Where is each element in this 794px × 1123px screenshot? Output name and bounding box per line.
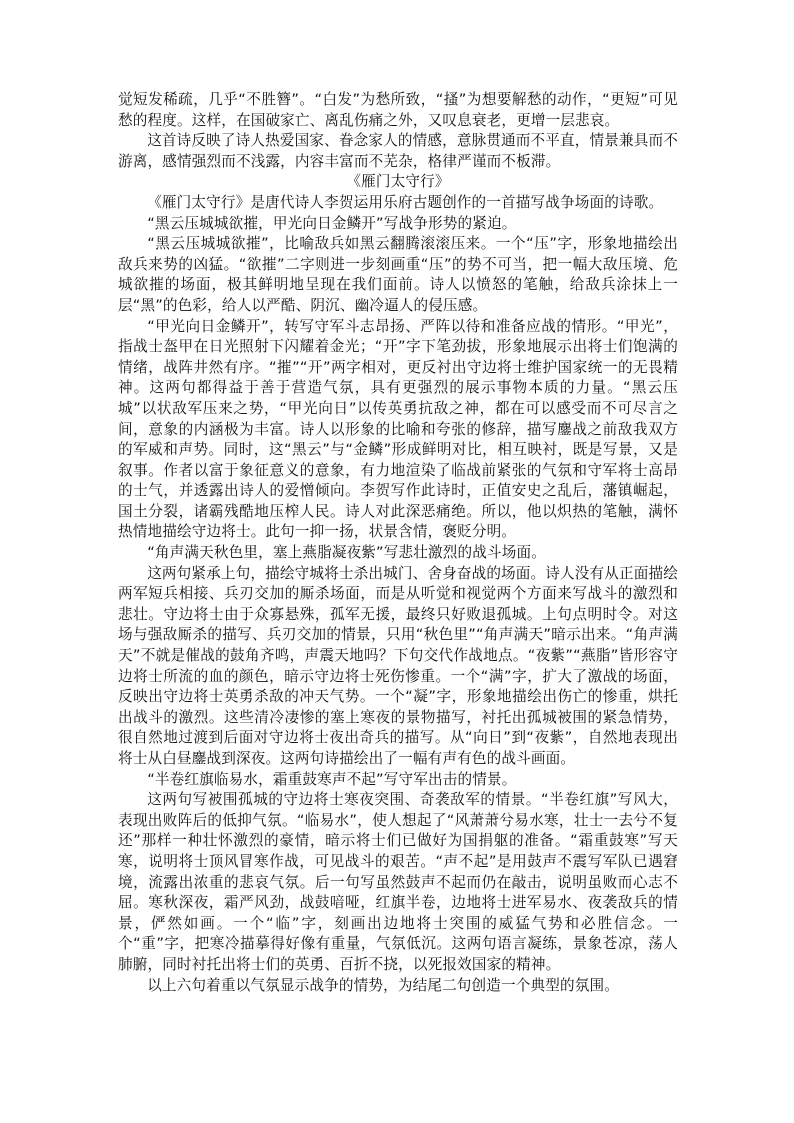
paragraph-3: 《雁门太守行》是唐代诗人李贺运用乐府古题创作的一首描写战争场面的诗歌。 [147,193,664,211]
paragraph-9: “半卷红旗临易水，霜重鼓寒声不起”写守军出击的情景。 [147,770,517,788]
paragraph-1: 觉短发稀疏，几乎“不胜簪”。“白发”为愁所致，“搔”为想要解愁的动作，“更短”可见愁的程度。这样，在国破家亡、离乱伤痛之外，又叹息衰老，更增一层悲哀。 [118,91,678,129]
paragraph-6: “甲光向日金鳞开”，转写守军斗志昂扬、严阵以待和准备应战的情形。“甲光”，指战士盔甲在日光照射下闪耀着金光；“开”字下笔劲拔，形象地展示出将士们饱满的情绪，战阵井然有序。“摧”“开”两字相对，更反衬出守边将士维护国家统一的无畏精神。这两句都得益于善于营造气氛，具有更强烈的展示事物本质的力量。“黑云压城”以状敌军压来之势，“甲光向日”以传英勇抗敌之神，都在可以感受而不可尽言之间，意象的内涵极为丰富。诗人以形象的比喻和夸张的修辞，描写鏖战之前敌我双方的军威和声势。同时，这“黑云”与“金鳞”形成鲜明对比，相互映衬，既是写景，又是叙事。作者以富于象征意义的意象，有力地渲染了临战前紧张的气氛和守军将士高昂的士气，并透露出诗人的爱憎倾向。李贺写作此诗时，正值安史之乱后，藩镇崛起，国土分裂，诸霸残酷地压榨人民。诗人对此深恶痛绝。所以，他以炽热的笔触，满怀热情地描绘守边将士。此句一抑一扬，状景含情，褒贬分明。 [118,317,678,541]
section-title: 《雁门太守行》 [346,173,450,191]
paragraph-8: 这两句紧承上句，描绘守城将士杀出城门、舍身奋战的场面。诗人没有从正面描绘两军短兵相接、兵刃交加的厮杀场面，而是从听觉和视觉两个方面来写战斗的激烈和悲壮。守边将士由于众寡悬殊，孤军无援，最终只好败退孤城。上句点明时令。对这场与强敌厮杀的描写、兵刃交加的情景，只用“秋色里”“角声满天”暗示出来。“角声满天”不就是催战的鼓角齐鸣，声震天地吗？下句交代作战地点。“夜紫”“燕脂”皆形容守边将士所流的血的颜色，暗示守边将士死伤惨重。一个“满”字，扩大了激战的场面，反映出守边将士英勇杀敌的冲天气势。一个“凝”字，形象地描绘出伤亡的惨重，烘托出战斗的激烈。这些清冷凄惨的塞上寒夜的景物描写，衬托出孤城被围的紧急情势，很自然地过渡到后面对守边将士夜出奇兵的描写。从“向日”到“夜紫”，自然地表现出将士从白昼鏖战到深夜。这两句诗描绘出了一幅有声有色的战斗画面。 [118,564,678,767]
paragraph-4: “黑云压城城欲摧，甲光向日金鳞开”写战争形势的紧迫。 [147,214,517,232]
paragraph-10: 这两句写被围孤城的守边将士寒夜突围、奇袭敌军的情景。“半卷红旗”写风大，表现出败阵后的低抑气氛。“临易水”，使人想起了“风萧萧兮易水寒，壮士一去兮不复还”那样一种壮怀激烈的豪情，暗示将士们已做好为国捐躯的准备。“霜重鼓寒”写天寒，说明将士顶风冒寒作战，可见战斗的艰苦。“声不起”是用鼓声不震写军队已遇窘境，流露出浓重的悲哀气氛。后一句写虽然鼓声不起而仍在敲击，说明虽败而心志不屈。寒秋深夜，霜严风劲，战鼓喑哑，红旗半卷，边地将士进军易水、夜袭敌兵的情景，俨然如画。一个“临”字，刻画出边地将士突围的威猛气势和必胜信念。一个“重”字，把寒冷描摹得好像有重量，气氛低沉。这两句语言凝练，景象苍凉，荡人肺腑，同时衬托出将士们的英勇、百折不挠，以死报效国家的精神。 [118,791,678,973]
paragraph-5: “黑云压城城欲摧”，比喻敌兵如黑云翻腾滚滚压来。一个“压”字，形象地描绘出敌兵来势的凶猛。“欲摧”二字则进一步刻画重“压”的势不可当，把一幅大敌压境、危城欲摧的场面，极其鲜明地呈现在我们面前。诗人以愤怒的笔触，给敌兵涂抹上一层“黑”的色彩，给人以严酷、阴沉、幽冷逼人的侵压感。 [118,235,678,314]
document-page [118,90,678,996]
paragraph-2: 这首诗反映了诗人热爱国家、眷念家人的情感，意脉贯通而不平直，情景兼具而不游离，感情强烈而不浅露，内容丰富而不芜杂，格律严谨而不板滞。 [118,132,678,170]
paragraph-7: “角声满天秋色里，塞上燕脂凝夜紫”写悲壮激烈的战斗场面。 [147,544,546,562]
paragraph-11: 以上六句着重以气氛显示战争的情势，为结尾二句创造一个典型的氛围。 [147,976,619,994]
